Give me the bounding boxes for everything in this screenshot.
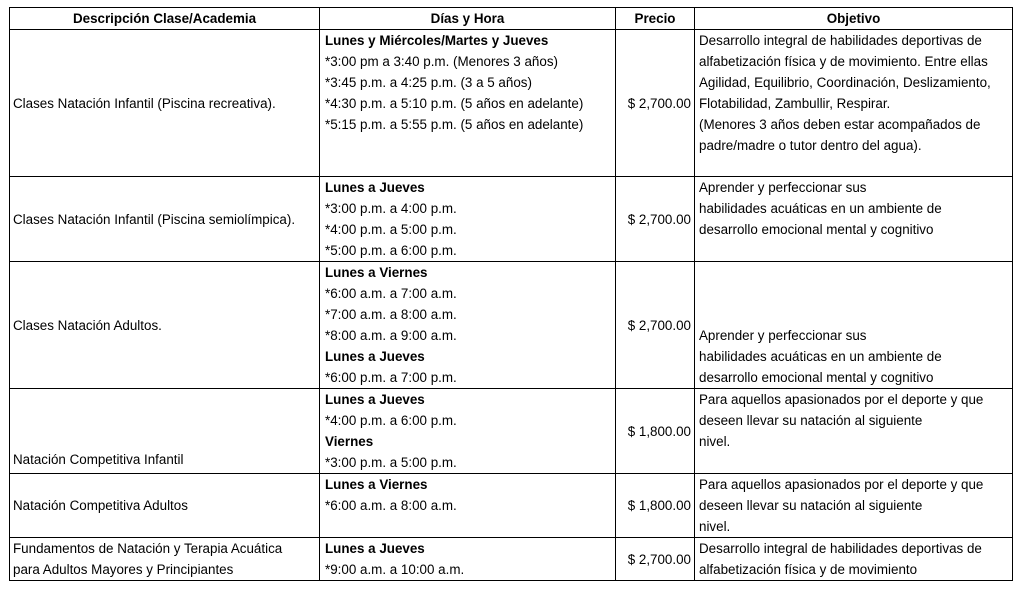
price-cell: $ 1,800.00 — [616, 389, 695, 474]
schedule-cell — [320, 30, 616, 177]
objective-cell — [695, 30, 1013, 177]
table-row — [10, 474, 1013, 538]
schedule-time-slot: *3:00 p.m. a 4:00 p.m. — [325, 201, 457, 216]
class-description-line: Natación Competitiva Adultos — [13, 498, 188, 513]
objective-cell — [695, 389, 1013, 474]
table-row — [10, 177, 1013, 262]
schedule-time-slot: *7:00 a.m. a 8:00 a.m. — [325, 307, 457, 322]
objective-line: Para aquellos apasionados por el deporte y que — [699, 477, 984, 492]
schedule-time-slot: *4:30 p.m. a 5:10 p.m. (5 años en adelante) — [325, 96, 584, 111]
objective-line: Desarrollo integral de habilidades deportivas de — [699, 33, 982, 48]
class-description-cell — [10, 177, 320, 262]
schedule-time-slot: *6:00 p.m. a 7:00 p.m. — [325, 370, 457, 385]
classes-table — [9, 7, 1013, 581]
objective-line: desarrollo emocional mental y cognitivo — [699, 370, 934, 385]
schedule-time-slot: *5:00 p.m. a 6:00 p.m. — [325, 243, 457, 258]
schedule-time-slot: *4:00 p.m. a 5:00 p.m. — [325, 222, 457, 237]
header-row — [10, 8, 1013, 30]
table-row — [10, 30, 1013, 177]
schedule-time-slot: *9:00 a.m. a 10:00 a.m. — [325, 562, 465, 577]
header-objective: Objetivo — [695, 8, 1013, 30]
class-description-cell — [10, 474, 320, 538]
schedule-time-slot: *6:00 a.m. a 7:00 a.m. — [325, 286, 457, 301]
objective-line: alfabetización física y de movimiento. Entre ellas — [699, 54, 988, 69]
schedule-days-label: Lunes a Jueves — [325, 541, 425, 556]
price-cell: $ 2,700.00 — [616, 30, 695, 177]
schedule-time-slot: *3:45 p.m. a 4:25 p.m. (3 a 5 años) — [325, 75, 532, 90]
class-description-cell — [10, 262, 320, 389]
objective-cell — [695, 538, 1013, 581]
objective-line: Agilidad, Equilibrio, Coordinación, Deslizamiento, — [699, 75, 991, 90]
table-body — [10, 30, 1013, 581]
objective-line: Flotabilidad, Zambullir, Respirar. — [699, 96, 891, 111]
class-description-line: Fundamentos de Natación y Terapia Acuática — [13, 541, 283, 556]
objective-line: deseen llevar su natación al siguiente — [699, 413, 923, 428]
price-cell: $ 2,700.00 — [616, 538, 695, 581]
objective-line: Aprender y perfeccionar sus — [699, 328, 867, 343]
objective-line: (Menores 3 años deben estar acompañados de — [699, 117, 981, 132]
header-price: Precio — [616, 8, 695, 30]
price-cell: $ 1,800.00 — [616, 474, 695, 538]
schedule-cell — [320, 177, 616, 262]
schedule-time-slot: *5:15 p.m. a 5:55 p.m. (5 años en adelante) — [325, 117, 584, 132]
schedule-days-label: Lunes a Jueves — [325, 392, 425, 407]
objective-line: Desarrollo integral de habilidades deportivas de — [699, 541, 982, 556]
schedule-time-slot: *3:00 p.m. a 5:00 p.m. — [325, 455, 457, 470]
objective-line: desarrollo emocional mental y cognitivo — [699, 222, 934, 237]
header-description: Descripción Clase/Academia — [10, 8, 320, 30]
class-description-line: para Adultos Mayores y Principiantes — [13, 562, 234, 577]
schedule-cell — [320, 538, 616, 581]
schedule-days-label: Lunes a Jueves — [325, 180, 425, 195]
class-description-line: Clases Natación Infantil (Piscina recreativa). — [13, 95, 276, 111]
schedule-time-slot: *6:00 a.m. a 8:00 a.m. — [325, 498, 457, 513]
schedule-days-label: Lunes a Viernes — [325, 265, 428, 280]
price-cell: $ 2,700.00 — [616, 262, 695, 389]
schedule-days-label: Viernes — [325, 434, 374, 449]
table-row — [10, 262, 1013, 389]
schedule-days-label: Lunes a Jueves — [325, 349, 425, 364]
objective-cell — [695, 262, 1013, 389]
class-description-line: Clases Natación Infantil (Piscina semiolímpica). — [13, 211, 296, 227]
schedule-days-label: Lunes y Miércoles/Martes y Jueves — [325, 33, 549, 48]
table-row — [10, 389, 1013, 474]
objective-line: habilidades acuáticas en un ambiente de — [699, 201, 942, 216]
objective-line: Para aquellos apasionados por el deporte y que — [699, 392, 984, 407]
schedule-cell — [320, 389, 616, 474]
objective-cell — [695, 177, 1013, 262]
objective-line: habilidades acuáticas en un ambiente de — [699, 349, 942, 364]
objective-line: deseen llevar su natación al siguiente — [699, 498, 923, 513]
schedule-time-slot: *3:00 pm a 3:40 p.m. (Menores 3 años) — [325, 54, 558, 69]
objective-line: padre/madre o tutor dentro del agua). — [699, 138, 922, 153]
schedule-cell — [320, 262, 616, 389]
schedule-time-slot: *4:00 p.m. a 6:00 p.m. — [325, 413, 457, 428]
objective-line: alfabetización física y de movimiento — [699, 562, 918, 577]
header-schedule: Días y Hora — [320, 8, 616, 30]
class-description-line: Natación Competitiva Infantil — [13, 452, 184, 467]
objective-line: nivel. — [699, 434, 731, 449]
class-description-cell — [10, 389, 320, 474]
objective-line: nivel. — [699, 519, 731, 534]
objective-line: Aprender y perfeccionar sus — [699, 180, 867, 195]
table-row — [10, 538, 1013, 581]
schedule-time-slot: *8:00 a.m. a 9:00 a.m. — [325, 328, 457, 343]
schedule-days-label: Lunes a Viernes — [325, 477, 428, 492]
schedule-cell — [320, 474, 616, 538]
class-description-cell — [10, 538, 320, 581]
price-cell: $ 2,700.00 — [616, 177, 695, 262]
objective-cell — [695, 474, 1013, 538]
class-description-cell — [10, 30, 320, 177]
class-description-line: Clases Natación Adultos. — [13, 317, 162, 333]
